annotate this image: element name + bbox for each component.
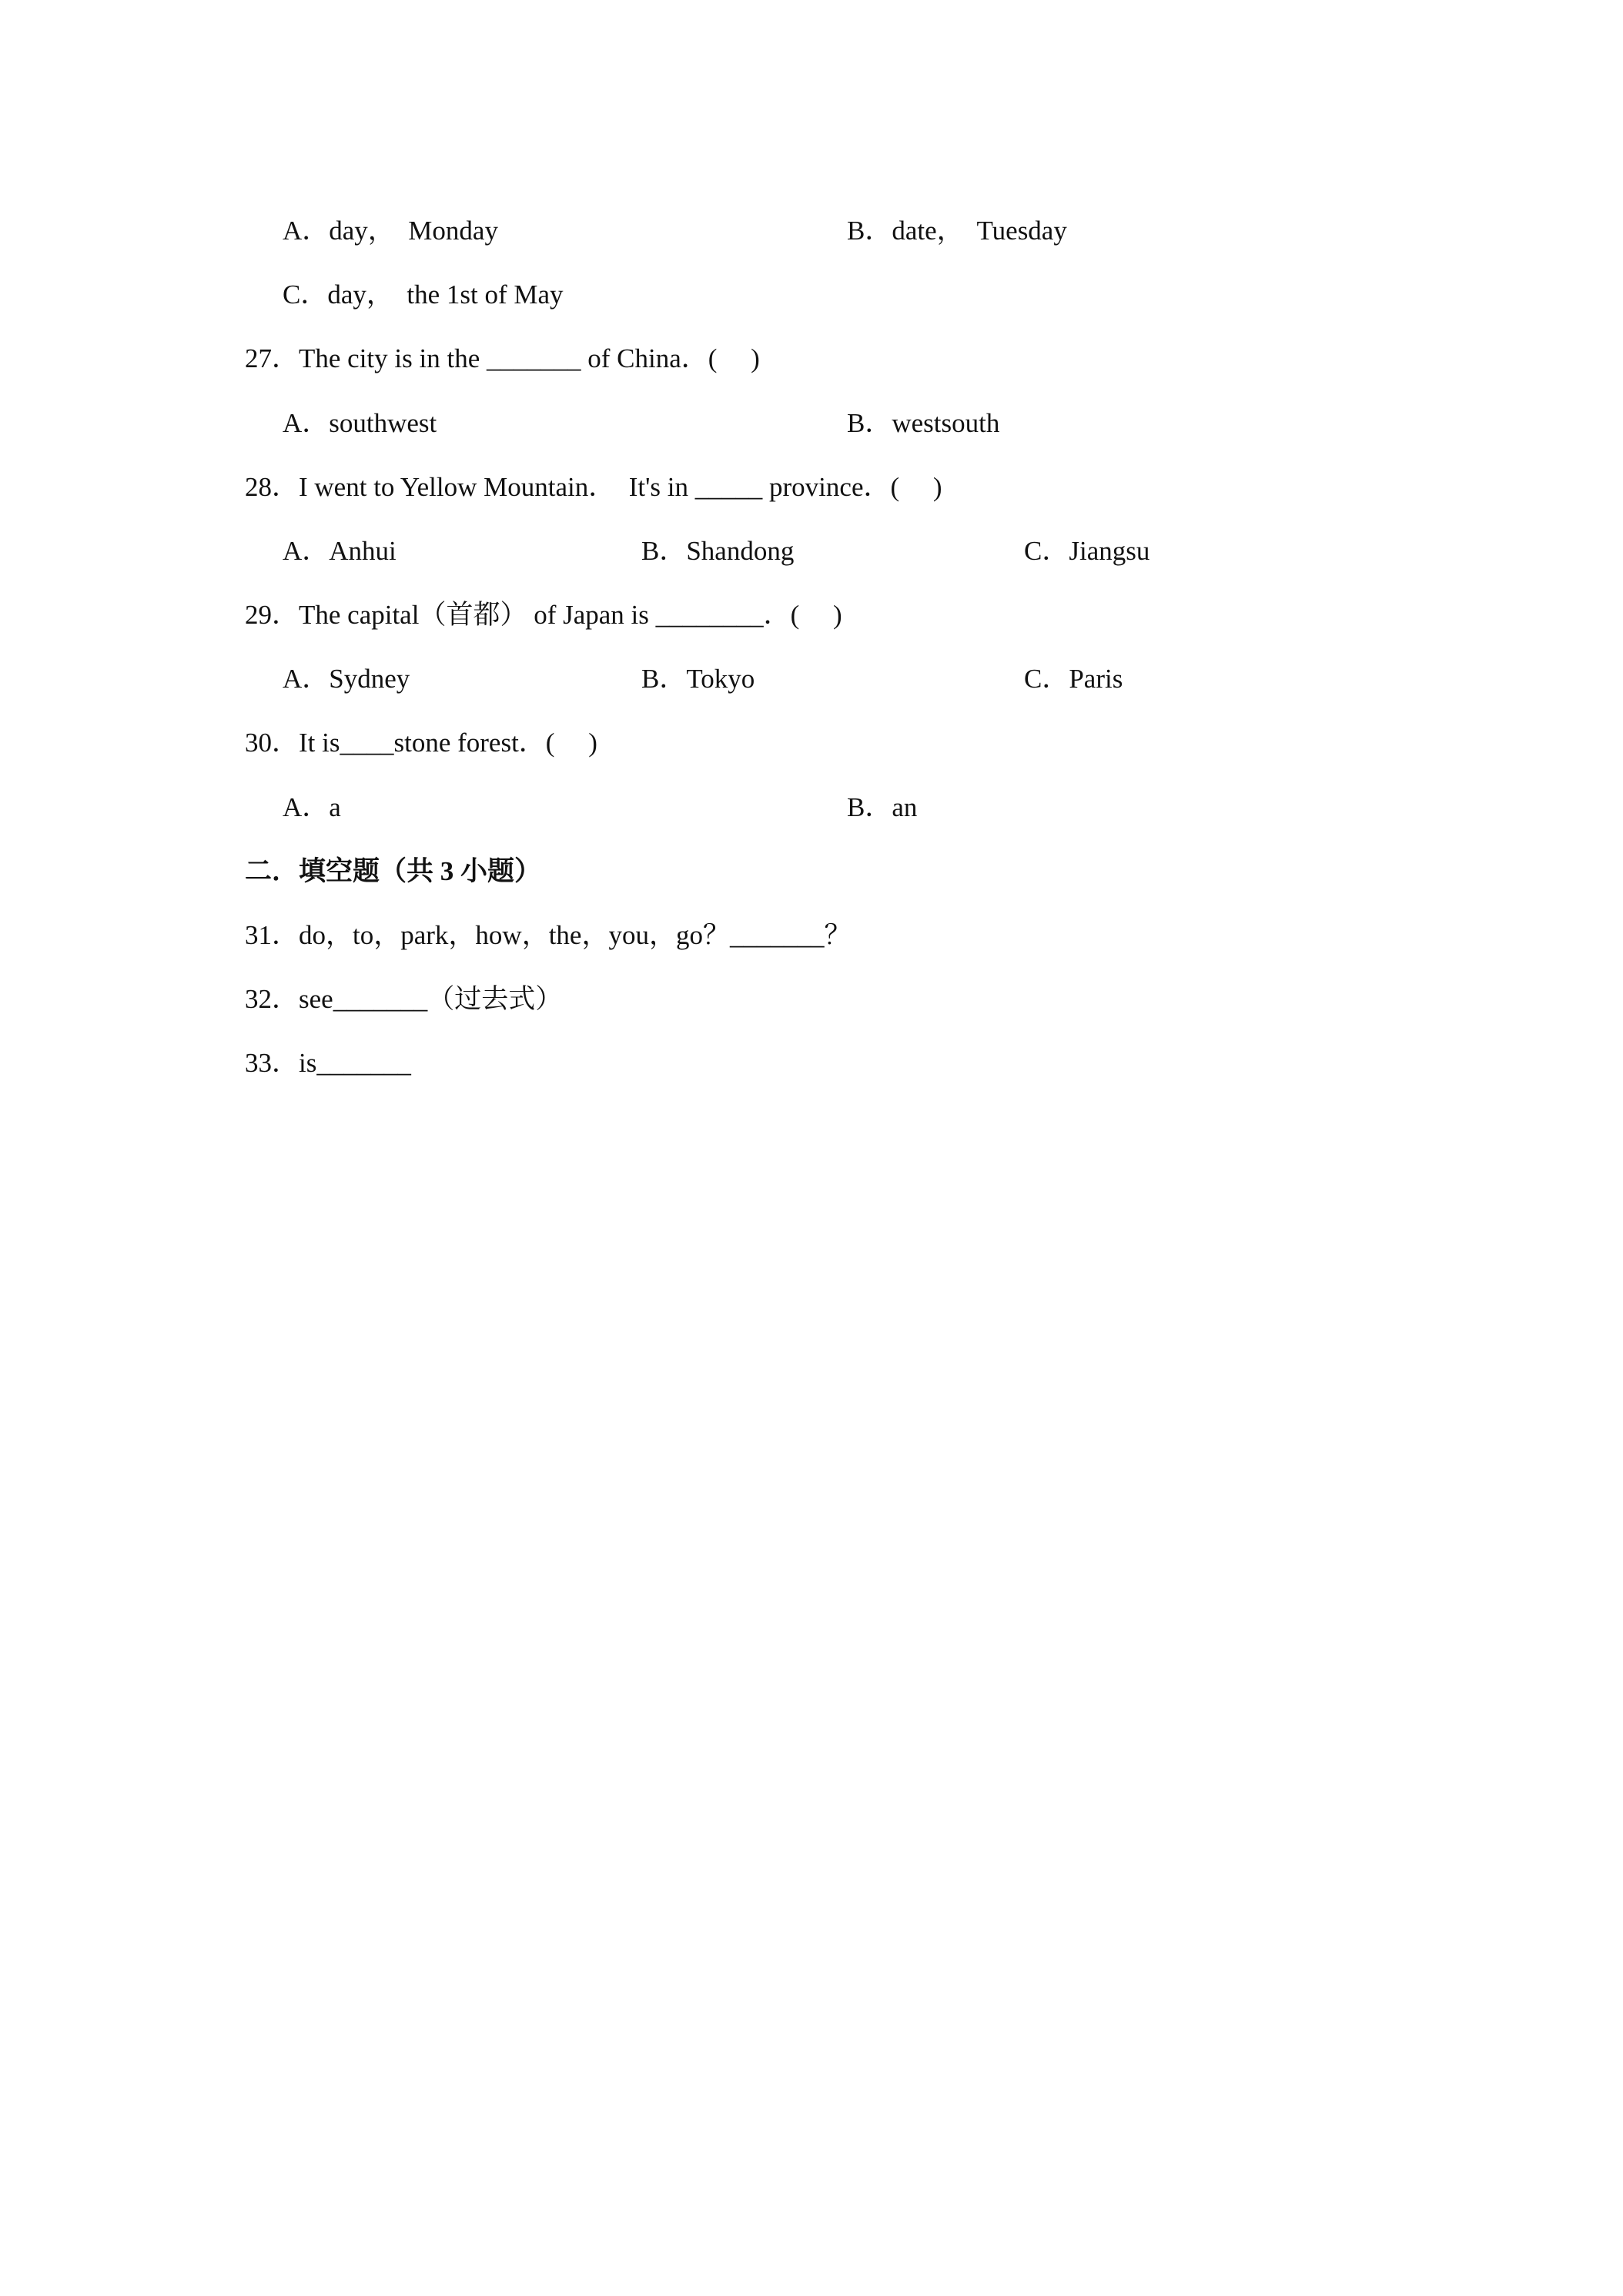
- q32: 32．see_______（过去式）: [245, 984, 563, 1014]
- q26-option-c: C．day， the 1st of May: [283, 279, 564, 310]
- q30-stem: 30．It is____stone forest．( ): [245, 728, 597, 758]
- q28-stem: 28．I went to Yellow Mountain． It's in _____ province．( ): [245, 472, 942, 502]
- q27-option-a: A．southwest: [283, 408, 437, 438]
- q26-option-a: A．day， Monday: [283, 216, 498, 246]
- q28-option-a: A．Anhui: [283, 536, 397, 566]
- q29-option-c: C．Paris: [1024, 664, 1123, 694]
- q27-option-b: B．westsouth: [847, 408, 1000, 438]
- q31: 31．do，to，park，how，the，you，go？_______？: [245, 920, 852, 950]
- q28-option-b: B．Shandong: [641, 536, 795, 566]
- q29-option-a: A．Sydney: [283, 664, 410, 694]
- q26-option-b: B．date， Tuesday: [847, 216, 1067, 246]
- section-heading: 二．填空题（共 3 小题）: [245, 856, 542, 886]
- q33: 33．is_______: [245, 1048, 411, 1078]
- q30-option-b: B．an: [847, 792, 918, 822]
- q28-option-c: C．Jiangsu: [1024, 536, 1150, 566]
- q27-stem: 27．The city is in the _______ of China．( ): [245, 343, 760, 373]
- q29-option-b: B．Tokyo: [641, 664, 755, 694]
- q29-stem: 29．The capital（首都） of Japan is ________．( ): [245, 600, 842, 630]
- q30-option-a: A．a: [283, 792, 341, 822]
